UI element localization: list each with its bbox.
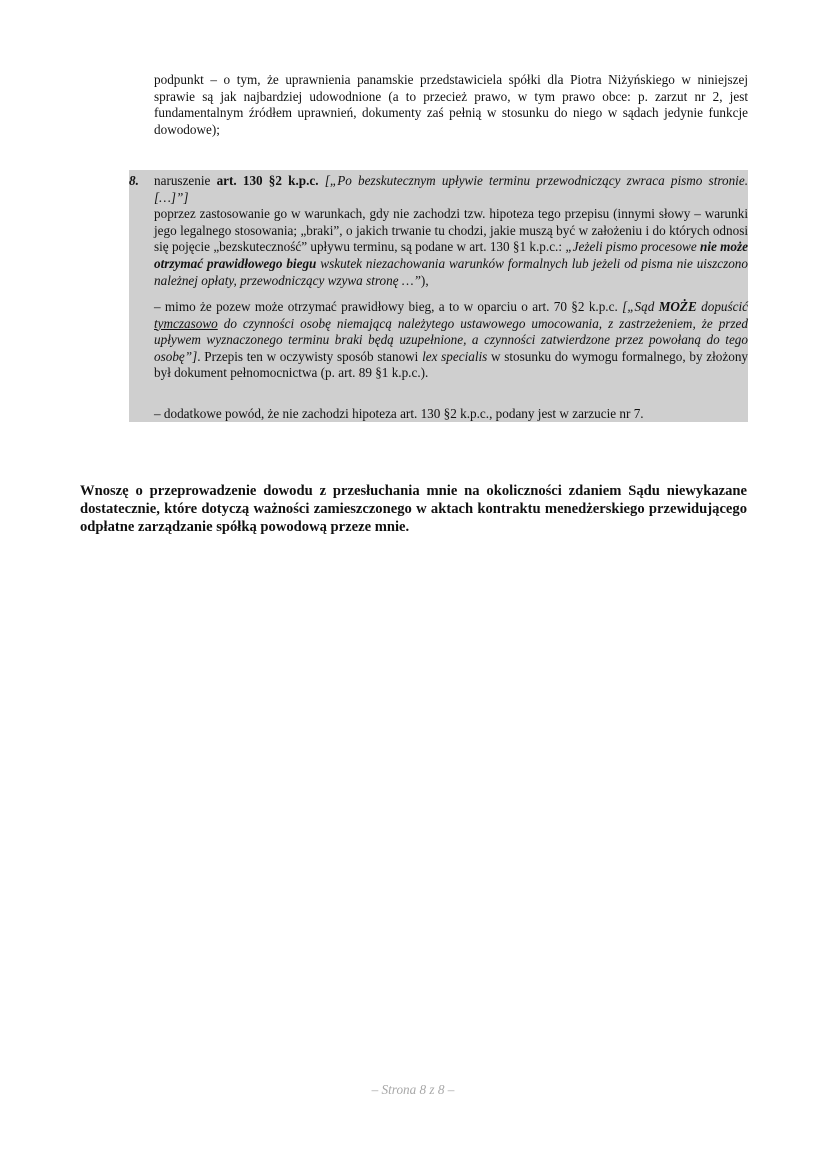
item8-lex-specialis: lex specialis [422, 348, 488, 364]
item8-lead: naruszenie [154, 173, 217, 188]
item8-paragraph-1 [154, 173, 748, 289]
page-footer [0, 1082, 826, 1098]
item8-body2a: – mimo że pozew może otrzymać prawidłowy bieg, a to w oparciu o art. 70 §2 k.p.c. [154, 299, 623, 314]
page-number: – Strona 8 z 8 – [371, 1082, 455, 1097]
item8-body3: – dodatkowe powód, że nie zachodzi hipoteza art. 130 §2 k.p.c., podany jest w zarzucie nr 7. [154, 406, 644, 421]
intro-text: podpunkt – o tym, że uprawnienia panamskie przedstawiciela spółki dla Piotra Niżyńskiego w niniejszej sprawie są jak najbardziej udowodnione (a to przecież prawo, w tym prawo obce: p. zarzut nr 2, jest fundamentalnym źródłem uprawnień, dokumenty zaś pełnią w stosunku do niego w sądach jedynie funkcje dowodowe); [154, 72, 748, 137]
item8-body1-end: ), [420, 272, 429, 288]
item8-paragraph-2 [154, 299, 748, 382]
item8-body1: poprzez zastosowanie go w warunkach, gdy nie zachodzi tzw. hipoteza tego przepisu (innymi słowy – warunki jego legalnego stosowania; „braki”, o jakich trwanie tu chodzi, jakie muszą być w założeniu i do których odnosi się pojęcie „bezskuteczność” upływu terminu, są podane w art. 130 §1 k.p.c.: [154, 206, 748, 255]
item8-quote1: [„Po bezskutecznym upływie terminu przewodniczący zwraca pismo stronie. […]”] [154, 173, 749, 205]
item-number: 8. [129, 173, 139, 188]
item8-body2b: . Przepis ten w oczywisty sposób stanowi [197, 348, 423, 364]
item8-body2c: w stosunku do wymogu formalnego, by złożony był dokument pełnomocnictwa (p. art. 89 §1 k.p.c.). [154, 348, 749, 381]
item8-article: art. 130 §2 k.p.c. [216, 173, 319, 188]
item8-quote3-emphasis: MOŻE [658, 299, 697, 314]
item8-paragraph-3 [154, 406, 748, 423]
item8-quote3-underlined: tymczasowo [154, 315, 218, 331]
item8-quote2-emphasis: nie może otrzymać prawidłowego biegu [154, 239, 748, 271]
intro-paragraph [154, 72, 748, 138]
item8-quote2: „Jeżeli pismo procesowe nie może otrzymać prawidłowego biegu wskutek niezachowania warunków formalnych lub jeżeli od pisma nie uiszczono należnej opłaty, przewodniczący wzywa stronę …” [154, 239, 748, 288]
evidence-request [80, 482, 747, 536]
item8-quote3: [„Sąd MOŻE dopuścić tymczasowo do czynności osobę niemającą należytego ustawowego umocowania, z zastrzeżeniem, że przed upływem wyznaczonego terminu braki będą uzupełnione, a czynności zatwierdzone przez powołaną do tego osobę”] [154, 299, 749, 364]
evidence-request-text: Wnoszę o przeprowadzenie dowodu z przesłuchania mnie na okoliczności zdaniem Sądu niewykazane dostatecznie, które dotyczą ważności zamieszczonego w aktach kontraktu menedżerskiego przewidującego odpłatne zarządzanie spółką powodową przeze mnie. [80, 483, 747, 535]
